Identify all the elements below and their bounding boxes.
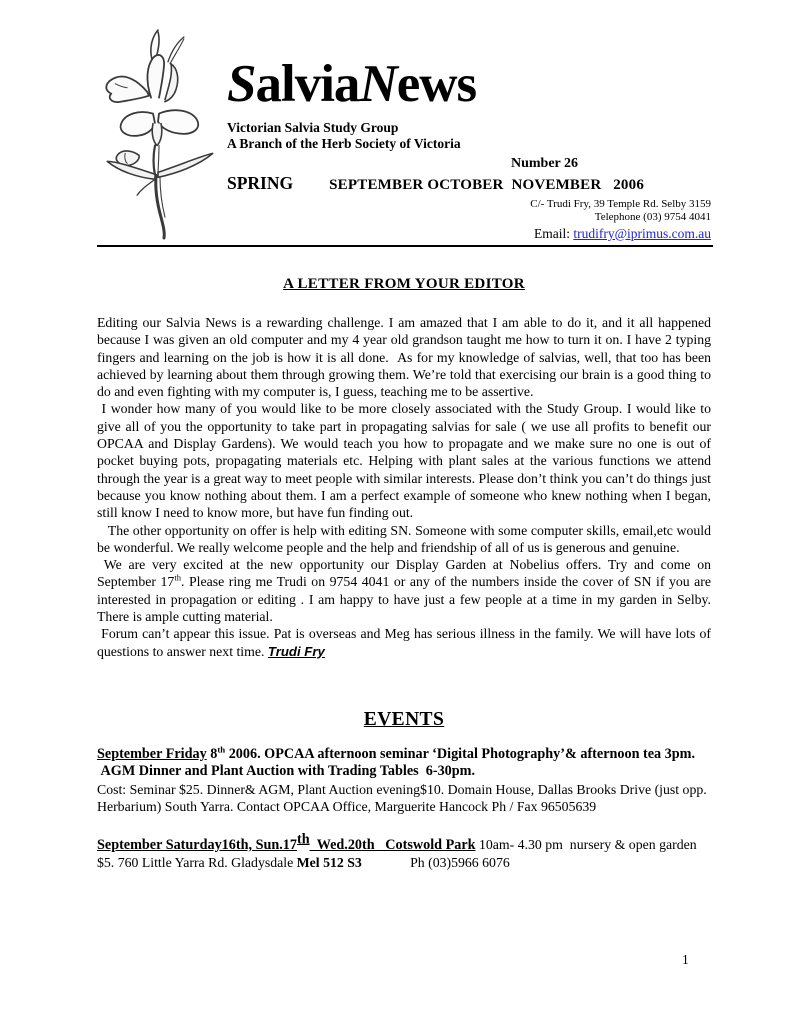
months-label: SEPTEMBER OCTOBER NOVEMBER 2006 (329, 176, 645, 193)
event-item-cotswold-park (97, 830, 711, 872)
contact-block (530, 198, 711, 242)
event1-details: Cost: Seminar $25. Dinner& AGM, Plant Auction evening$10. Domain House, Dallas Brooks Drive (just opp. Herbarium) South Yarra. Contact OPCAA Office, Marguerite Hancock Ph / Fax 96505639 (97, 781, 707, 815)
event-item-opcaa-seminar (97, 746, 711, 816)
event1-title-date: September Friday (97, 745, 207, 762)
event1-title-daynum: 8 (206, 745, 218, 762)
page-body (97, 276, 711, 871)
event2-details-2: Ph (03)5966 6076 (361, 854, 510, 870)
salvia-flower-icon (95, 26, 225, 240)
letter-p4-text-cont: . Please ring me Trudi on 9754 4041 or any of the numbers inside the cover of SN if you are interested in propagation or editing . I am happy to have just a few people at a time in my garden in Selby. There is ample cutting material. (97, 574, 712, 625)
event1-title-superscript: th (217, 744, 226, 755)
events-heading: EVENTS (363, 708, 445, 730)
letter-p5-text: Forum can’t appear this issue. Pat is overseas and Meg has serious illness in the family. We will have lots of questions to answer next time. (97, 626, 711, 659)
issue-number: Number 26 (511, 155, 579, 171)
letter-p4-superscript: th (174, 572, 181, 583)
letter-paragraph-1: Editing our Salvia News is a rewarding challenge. I am amazed that I am able to do it, and it all happened because I was given an old computer and my 4 year old grandson taught me how to turn it on. I have 2 typing fingers and learning on the job is how it is all done. As for my knowledge of salvias, well, that too has been achieved by learning about them through growing them. We’re told that exercising our brain is a good thing to do and even fighting with my computer is, I guess, teaching me to be assertive. (97, 315, 711, 400)
editor-letter (97, 314, 711, 660)
organisation-lines (227, 120, 713, 153)
event2-map-reference: Mel 512 S3 (296, 854, 362, 870)
page-number: 1 (682, 952, 689, 967)
event2-details-1: 10am- 4.30 pm nursery & open garden $5. 760 Little Yarra Rd. Gladysdale (97, 836, 697, 870)
letter-p4-text: We are very excited at the new opportunity our Display Garden at Nobelius offers. Try and come on September 17 (97, 557, 711, 590)
salvia-flower-drawing (95, 26, 225, 240)
event2-text (97, 830, 711, 872)
letter-heading: A LETTER FROM YOUR EDITOR (283, 276, 525, 292)
season-label: SPRING (227, 172, 294, 193)
title-initial-n: N (359, 55, 397, 113)
contact-address: C/- Trudi Fry, 39 Temple Rd. Selby 3159 (530, 198, 711, 210)
newsletter-title (227, 55, 713, 113)
title-alvia: alvia (255, 55, 360, 113)
letter-paragraph-3: The other opportunity on offer is help with editing SN. Someone with some computer skills, email,etc would be wonderful. We really welcome people and the help and friendship of all of us is generous and genuine. (97, 522, 711, 555)
contact-email-line (530, 226, 711, 242)
event1-title-rest: 2006. OPCAA afternoon seminar ‘Digital Photography’& afternoon tea 3pm. AGM Dinner and Plant Auction with Trading Tables 6-30pm. (97, 745, 696, 780)
email-label: Email: (533, 225, 574, 241)
event2-title-dates: September Saturday16th, Sun.17 (97, 836, 297, 853)
letter-paragraph-4 (97, 556, 711, 625)
org-line-2: A Branch of the Herb Society of Victoria (227, 136, 461, 152)
org-line-1: Victorian Salvia Study Group (227, 120, 399, 135)
letter-paragraph-5 (97, 625, 711, 660)
masthead (227, 55, 713, 194)
title-initial-s: S (227, 55, 256, 113)
title-ews: ews (396, 55, 477, 113)
season-row (227, 173, 713, 194)
editor-signature: Trudi Fry (267, 643, 325, 659)
letter-paragraph-2: I wonder how many of you would like to be more closely associated with the Study Group. I would like to give all of you the opportunity to take part in propagating salvias for sale ( we use all profits to benefit our OPCAA and Display Gardens). We would teach you how to propagate and we make sure no one is out of pocket buying pots, propagating materials etc. Helping with plant sales at the various functions we attend through the year is a great way to meet people with similar interests. Please don’t think you can’t do things just because you know nothing about them. I am a perfect example of someone who knew nothing when I began, still know I need to know more, but have fun finding out. (97, 401, 711, 521)
email-link[interactable]: trudifry@iprimus.com.au (573, 225, 711, 241)
contact-phone: Telephone (03) 9754 4041 (594, 211, 711, 224)
event1-title (97, 746, 711, 781)
event2-title-superscript: th (296, 830, 310, 847)
header-divider (97, 245, 713, 247)
event2-title-rest: Wed.20th Cotswold Park (309, 836, 476, 853)
